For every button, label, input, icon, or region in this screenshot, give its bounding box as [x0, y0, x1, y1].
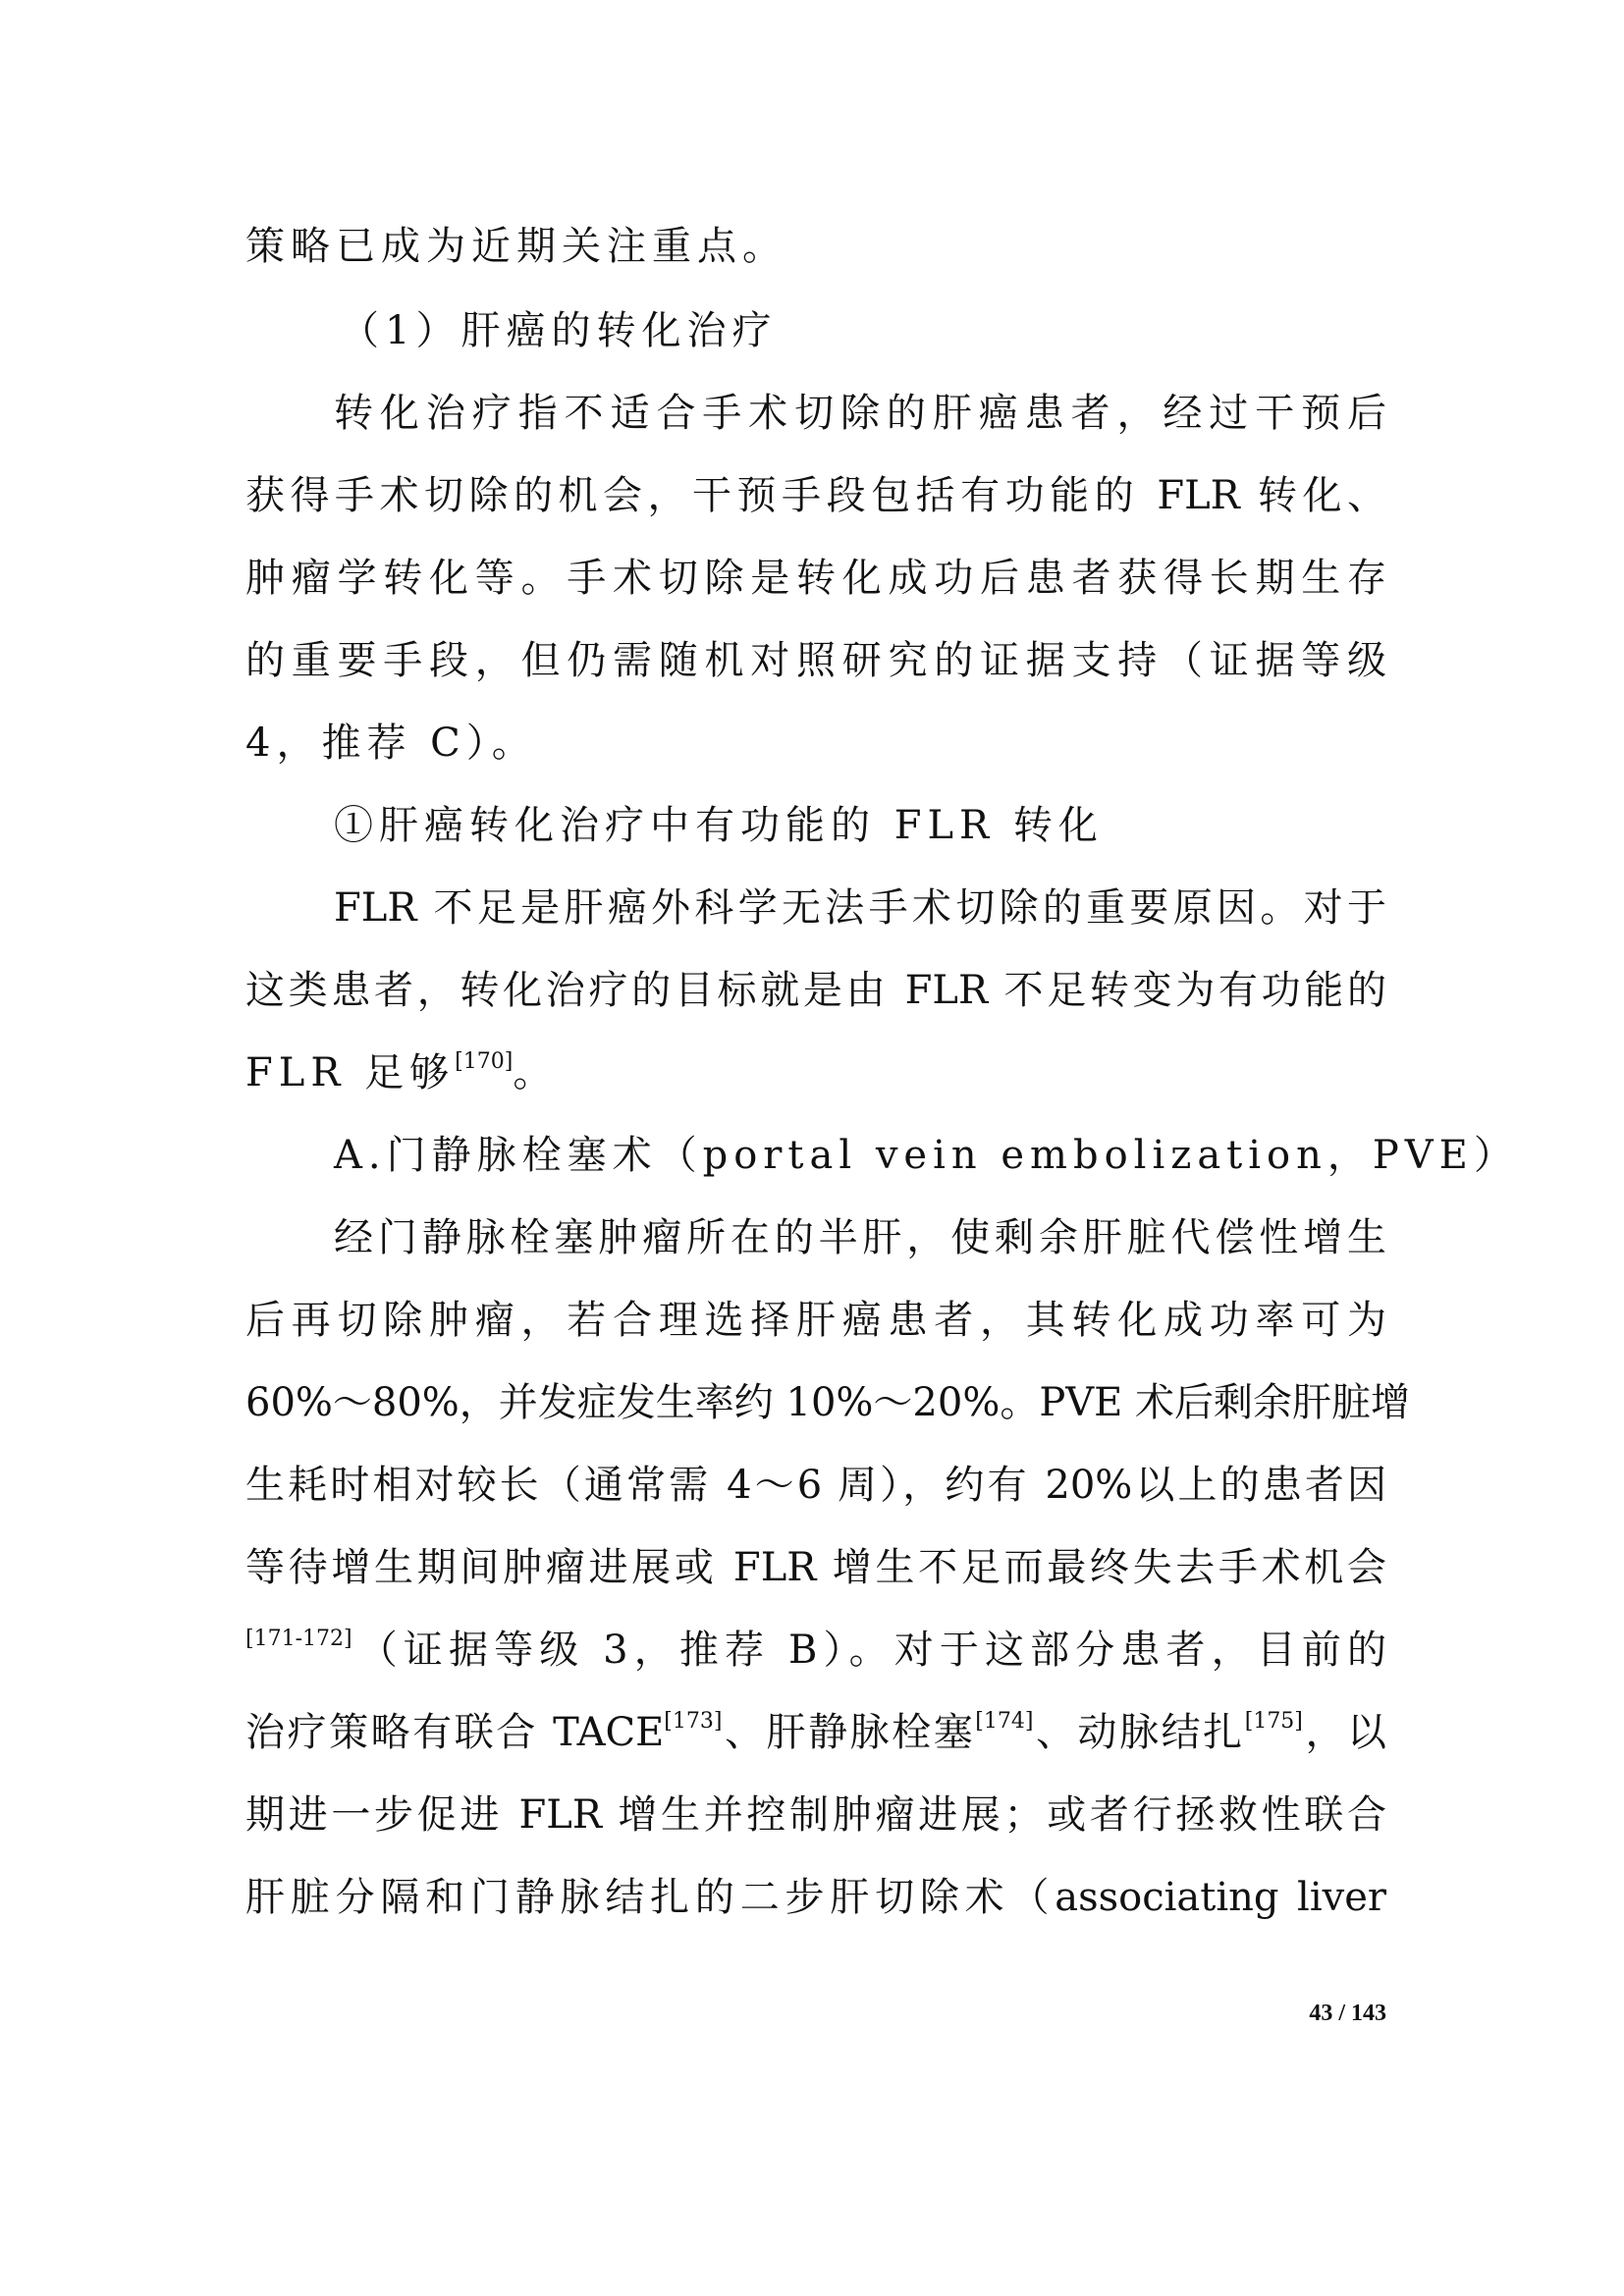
text-line-16: 生耗时相对较长（通常需 4～6 周），约有 20%以上的患者因	[245, 1463, 1386, 1508]
page-number: 43 / 143	[1309, 2001, 1386, 2026]
section-heading: （1）肝癌的转化治疗	[340, 308, 778, 353]
citation-ref: [174]	[975, 1709, 1034, 1734]
text-segment: ，以	[1302, 1710, 1386, 1755]
text-line-20: 期进一步促进 FLR 增生并控制肿瘤进展；或者行拯救性联合	[245, 1792, 1386, 1838]
citation-ref: [173]	[664, 1709, 723, 1734]
text-line-9: FLR 不足是肝癌外科学无法手术切除的重要原因。对于	[334, 885, 1386, 931]
citation-ref: [171-172]	[245, 1627, 352, 1651]
text-line-18	[245, 1624, 1386, 1677]
text-line-13: 经门静脉栓塞肿瘤所在的半肝，使剩余肝脏代偿性增生	[334, 1215, 1386, 1260]
text-segment: 、肝静脉栓塞	[722, 1710, 976, 1755]
text-line-10: 这类患者，转化治疗的目标就是由 FLR 不足转变为有功能的	[245, 968, 1386, 1013]
text-line-17: 等待增生期间肿瘤进展或 FLR 增生不足而最终失去手术机会	[245, 1545, 1386, 1590]
text-segment: （证据等级 3，推荐 B）。对于这部分患者，目前的	[352, 1628, 1386, 1673]
text-line-19	[245, 1706, 1386, 1759]
text-line-15: 60%～80%，并发症发生率约 10%～20%。PVE 术后剩余肝脏增	[245, 1380, 1411, 1425]
text-line-3: 转化治疗指不适合手术切除的肝癌患者，经过干预后	[334, 391, 1386, 436]
text-line-1: 策略已成为近期关注重点。	[245, 224, 787, 269]
text-segment: 、动脉结扎	[1033, 1710, 1245, 1755]
text-line-4: 获得手术切除的机会，干预手段包括有功能的 FLR 转化、	[245, 473, 1386, 518]
text-line-5: 肿瘤学转化等。手术切除是转化成功后患者获得长期生存	[245, 556, 1386, 601]
text-line-11	[245, 1046, 558, 1099]
text-line-6: 的重要手段，但仍需随机对照研究的证据支持（证据等级	[245, 638, 1386, 683]
text-segment: 。	[513, 1050, 559, 1095]
citation-ref: [170]	[455, 1049, 514, 1074]
subsection-heading-pve: A.门静脉栓塞术（portal vein embolization，PVE）	[334, 1133, 1519, 1178]
text-line-21: 肝脏分隔和门静脉结扎的二步肝切除术（associating liver	[245, 1875, 1386, 1920]
text-line-14: 后再切除肿瘤，若合理选择肝癌患者，其转化成功率可为	[245, 1298, 1386, 1343]
subsection-heading: ①肝癌转化治疗中有功能的 FLR 转化	[334, 803, 1104, 848]
text-segment: 治疗策略有联合 TACE	[245, 1710, 665, 1755]
citation-ref: [175]	[1244, 1709, 1303, 1734]
text-line-7: 4，推荐 C）。	[245, 721, 537, 766]
text-segment: FLR 足够	[245, 1050, 456, 1095]
